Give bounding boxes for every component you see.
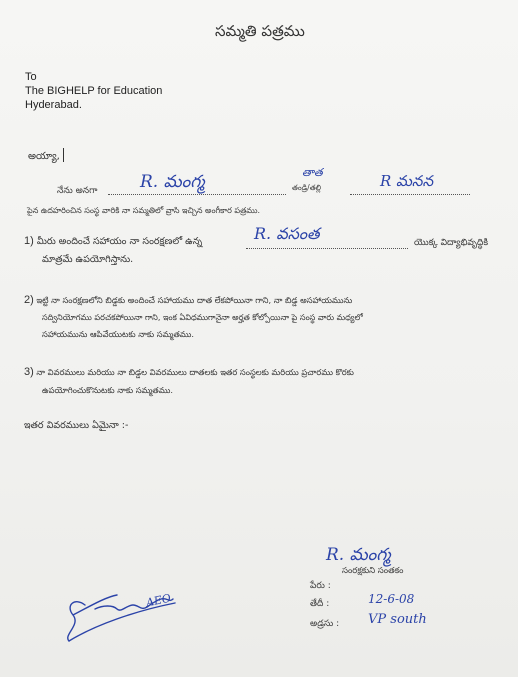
item1-text-c: మాత్రమే ఉపయోగిస్తాను.: [42, 254, 134, 265]
other-details-label: ఇతర వివరములు ఏమైనా :-: [24, 420, 129, 431]
item1-line1: [24, 233, 202, 250]
item2-number: 2): [24, 294, 34, 306]
item3-text-1: నా వివరములు మరియు నా బిడ్డల వివరములు దాతలకు ఇతర సంస్థలకు మరియు ప్రచారము కొరకు: [36, 367, 354, 377]
salutation: అయ్యా,: [28, 151, 60, 162]
document-title: సమ్మతి పత్రము: [215, 22, 305, 40]
handwritten-guardian: R మనన: [380, 172, 433, 190]
handwritten-child-name: R. వసంత: [254, 224, 320, 243]
item3-line1: [24, 364, 354, 380]
handwritten-name: R. మంగ్మ: [140, 172, 205, 192]
to-line: To: [25, 71, 37, 83]
item2-line3: సహాయమును ఆపివేయుటకు నాకు సమ్మతము.: [42, 329, 195, 339]
date-value: 12-6-08: [368, 592, 415, 606]
item2-text-1: ఇట్టి నా సంరక్షణలోని బిడ్డకు అందించే సహాయము దాత లేకపోయినా గాని, నా బిడ్డ అసహాయమును: [36, 295, 353, 305]
item1-number: 1): [24, 235, 34, 247]
item1-text-b: యొక్క విద్యాభివృద్ధికి: [414, 238, 489, 248]
relation-label: తండ్రి/తల్లి: [292, 183, 322, 192]
item1-text-a: మీరు అందించే సహాయం నా సంరక్షణలో ఉన్న: [36, 236, 203, 247]
item2-line1: [24, 292, 352, 308]
handwritten-relation: తాత: [302, 166, 323, 179]
date-label: తేదీ :: [310, 599, 330, 609]
org-city: Hyderabad.: [25, 99, 82, 111]
officer-initials: AEO: [144, 591, 173, 610]
officer-signature: [55, 575, 195, 655]
address-value: VP south: [368, 612, 427, 627]
item3-number: 3): [24, 366, 34, 378]
declaration-prefix: నేను అనగా: [57, 186, 98, 196]
name-label: పేరు :: [310, 581, 331, 591]
address-label: అడ్రసు :: [310, 619, 340, 629]
signature-label: సంరక్షకుని సంతకం: [342, 566, 404, 576]
addressee-block: [25, 70, 162, 112]
item2-line2: సద్వినియోగము పరచకపోయినా గాని, ఇంక ఏవిధముగానైనా అర్హత కోల్పోయినా పై సంస్థ వారు మధ్యలో: [42, 312, 363, 322]
handwritten-signature: R. మంగ్మ: [326, 545, 391, 565]
org-name: The BIGHELP for Education: [25, 85, 163, 97]
declaration-line2: పైన ఉదహరించిన సంస్థ వారికి నా సమ్మతిలో వ్రాసి ఇచ్చిన అంగీకార పత్రము.: [27, 206, 261, 215]
item3-line2: ఉపయోగించుకొనుటకు నాకు సమ్మతము.: [42, 385, 174, 395]
